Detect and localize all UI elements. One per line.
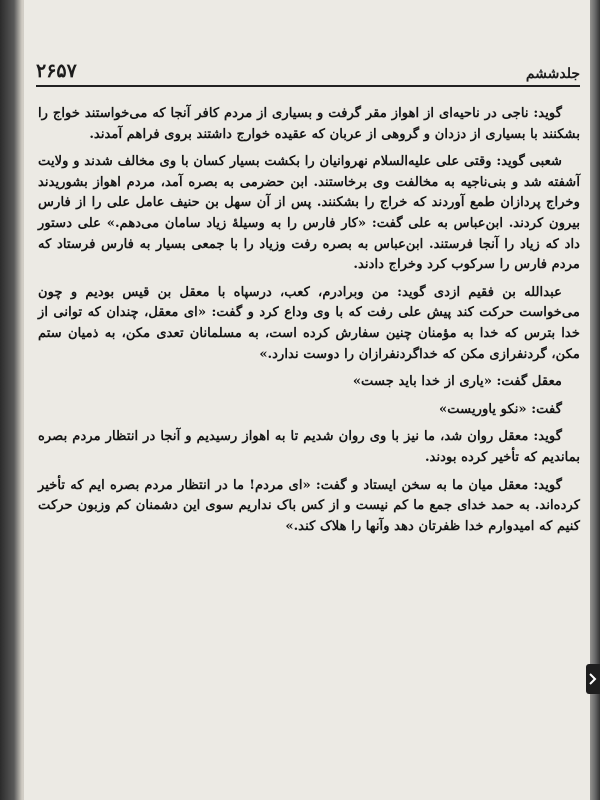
page-number: ۲۶۵۷	[36, 60, 77, 82]
paragraph-march: گوید: معقل روان شد، ما نیز با وی روان شدیم تا به اهواز رسیدیم و آنجا در انتظار مردم بصره بماندیم که تأخیر کرده بودند.	[38, 429, 580, 465]
paragraph-naji: گوید: ناجی در ناحیه‌ای از اهواز مقر گرفت و بسیاری از مردم کافر آنجا که می‌خواستند خواج را بشکنند با بسیاری از دزدان و گروهی از عربان که عقیده خوارج داشتند بروی فراهم آمدند.	[38, 106, 580, 142]
paragraph-shabi: شعبی گوید: وقتی علی علیه‌السلام نهروانیان را بکشت بسیار کسان با وی مخالف شدند و ولایت آشفته شد و بنی‌ناجیه به مخالفت وی برخاستند. ابن حضرمی به بصره آمد، مردم اهواز بشوریدند وخراج پردازان طمع آوردند که خراج را بشکنند. پس از آن سهل بن حنیف عامل علی را از فارس بیرون کردند. ابن‌عباس به علی گفت: «کار فارس را به وسیلهٔ زیاد سامان می‌دهم.» علی دستور داد که زیاد را آنجا فرستند. ابن‌عباس به بصره رفت وزیاد را با جمعی بسیار به فارس فرستاد که مردم فارس را سرکوب کرد وخراج دادند.	[38, 154, 580, 273]
header-rule	[36, 85, 580, 87]
body-text	[38, 104, 580, 544]
chevron-right-icon	[589, 673, 597, 685]
next-page-arrow[interactable]	[586, 664, 600, 694]
paragraph-speech: گوید: معقل میان ما به سخن ایستاد و گفت: «ای مردم! ما در انتظار مردم بصره ایم که تأخیر کرده‌اند. به حمد خدای جمع ما کم نیست و از کس باک نداریم سوی این دشمنان کم وزبون حرکت کنیم که امیدوارم خدا ظفرتان دهد وآنها را هلاک کند.»	[38, 477, 580, 534]
paragraph-maqal-said: معقل گفت: «یاری از خدا باید جست»	[352, 374, 562, 390]
paragraph-reply: گفت: «نکو یاوریست»	[438, 401, 562, 417]
book-page	[24, 0, 590, 800]
paragraph-abdullah: عبدالله بن فقیم ازدی گوید: من وبرادرم، کعب، درسپاه با معقل بن قیس بودیم و چون می‌خواست حرکت کند پیش علی رفت که با وی وداع کرد و گفت: «ای معقل، چندان که توانی از خدا بترس که خدا به مؤمنان چنین سفارش کرده است، به مسلمانان تعدی مکن، به ذمیان ستم مکن، گردنفرازی مکن که خداگردنفرازان را دوست ندارد.»	[38, 284, 580, 362]
volume-label: جلدششم	[525, 66, 580, 82]
page-header	[36, 60, 580, 82]
